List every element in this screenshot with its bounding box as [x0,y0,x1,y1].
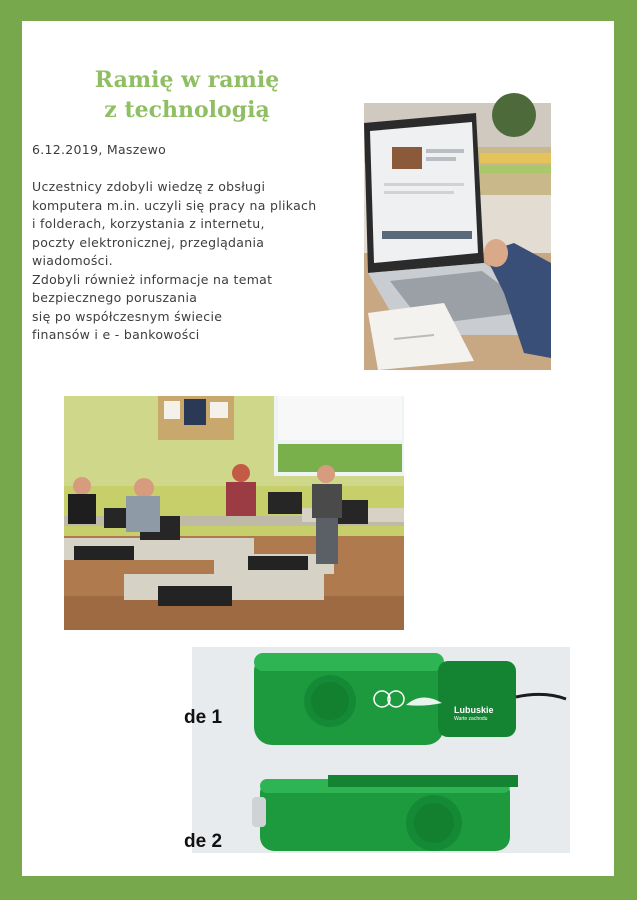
laptop-photo-illustration [364,103,551,370]
body-line: się po współczesnym świecie [32,308,223,324]
title-line-2: z technologią [104,97,270,123]
page-sheet [22,21,614,876]
body-line: komputera m.in. uczyli się pracy na plikach [32,197,317,213]
usb-brand-sub: Warte zachodu [454,716,488,722]
body-line: finansów i e - bankowości [32,327,200,342]
usb-brand-logo: Lubuskie [454,705,494,715]
page-title [82,65,292,125]
classroom-photo-illustration [64,396,404,630]
body-line: poczty elektronicznej, przeglądania [32,234,265,250]
body-text [32,178,342,345]
usb-drives-illustration [192,647,570,853]
body-line: wiadomości. [32,253,113,268]
laptop-photo [364,103,551,370]
date-location: 6.12.2019, Maszewo [32,142,167,157]
usb-label-1: de 1 [184,707,223,728]
body-line: Zdobyli również informacje na temat [32,271,273,287]
body-line: Uczestnicy zdobyli wiedzę z obsługi [32,179,266,194]
usb-label-2: de 2 [184,831,223,852]
body-line: bezpiecznego poruszania [32,290,198,305]
usb-drives-photo [184,647,570,853]
body-line: i folderach, korzystania z internetu, [32,216,265,231]
title-line-1: Ramię w ramię [94,67,280,93]
classroom-photo [64,396,404,630]
